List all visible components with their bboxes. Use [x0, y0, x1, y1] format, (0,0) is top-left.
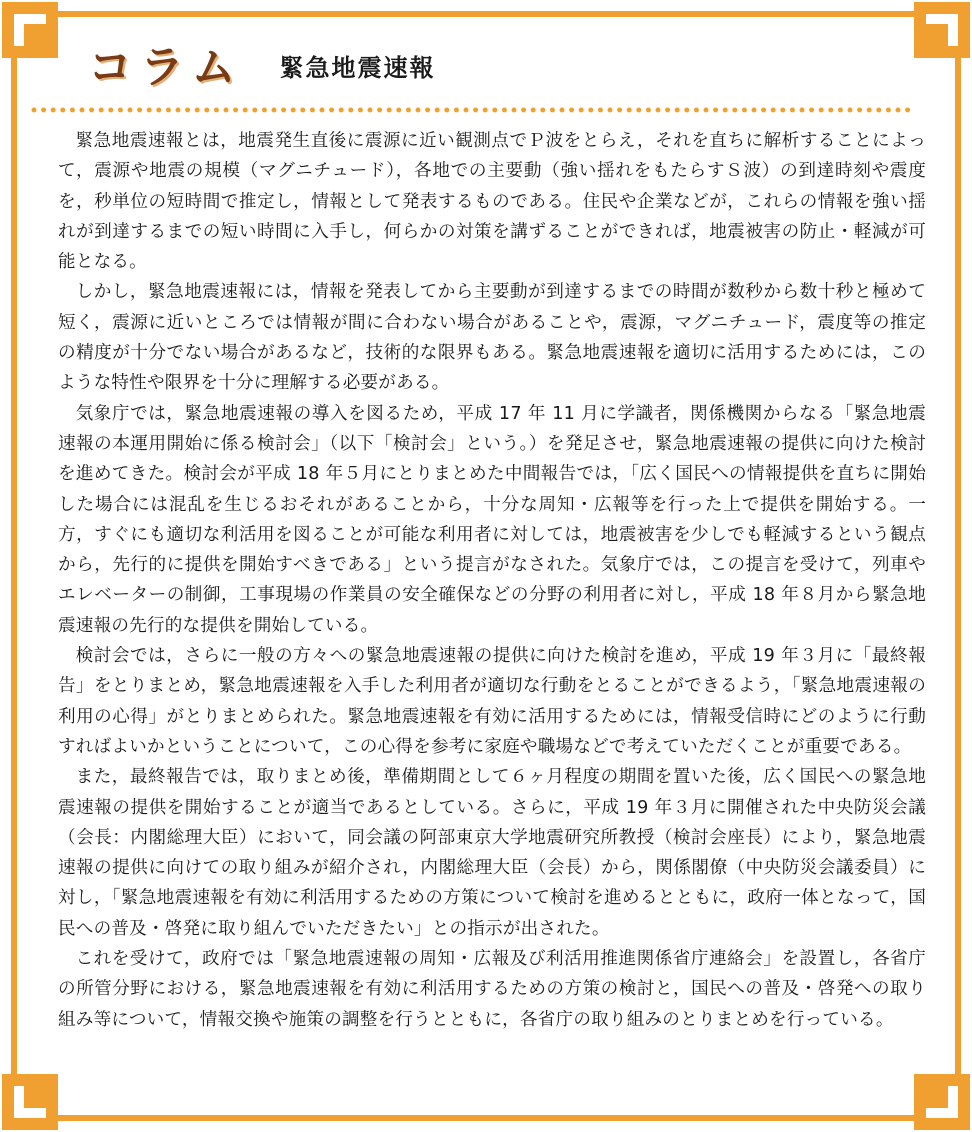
column-body [58, 126, 926, 1035]
corner-ornament-bottom-right [914, 1074, 970, 1130]
paragraph-3: 気象庁では，緊急地震速報の導入を図るため，平成 17 年 11 月に学識者，関係機関からなる「緊急地震速報の本運用開始に係る検討会」（以下「検討会」という。）を発足させ，緊急地震速報の提供に向けた検討を進めてきた。検討会が平成 18 年５月にとりまとめた中間報告では，「広く国民への情報提供を直ちに開始した場合には混乱を生じるおそれがあることから，十分な周知・広報等を行った上で提供を開始する。一方，すぐにも適切な利活用を図ることが可能な利用者に対しては，地震被害を少しでも軽減するという観点から，先行的に提供を開始すべきである」という提言がなされた。気象庁では，この提言を受けて，列車やエレベーターの制御，工事現場の作業員の安全確保などの分野の利用者に対し，平成 18 年８月から緊急地震速報の先行的な提供を開始している。 [58, 403, 926, 636]
corner-ornament-top-right [914, 2, 970, 58]
paragraph-6: これを受けて，政府では「緊急地震速報の周知・広報及び利活用推進関係省庁連絡会」を設置し，各省庁の所管分野における，緊急地震速報を有効に利活用するための方策の検討と，国民への普及・啓発への取り組み等について，情報交換や施策の調整を行うとともに，各省庁の取り組みのとりまとめを行っている。 [58, 949, 926, 1030]
dotted-separator [30, 106, 920, 114]
paragraph-1: 緊急地震速報とは，地震発生直後に震源に近い観測点でＰ波をとらえ，それを直ちに解析することによって，震源や地震の規模（マグニチュード），各地での主要動（強い揺れをもたらすＳ波）の到達時刻や震度を，秒単位の短時間で推定し，情報として発表するものである。住民や企業などが，これらの情報を強い揺れが到達するまでの短い時間に入手し，何らかの対策を講ずることができれば，地震被害の防止・軽減が可能となる。 [58, 131, 926, 273]
column-title: 緊急地震速報 [279, 54, 436, 82]
column-label: コラム [88, 42, 244, 93]
corner-ornament-bottom-left [2, 1074, 58, 1130]
column-header [88, 40, 436, 96]
paragraph-5: また，最終報告では，取りまとめ後，準備期間として６ヶ月程度の期間を置いた後，広く国民への緊急地震速報の提供を開始することが適当であるとしている。さらに，平成 19 年３月に開催された中央防災会議（会長：内閣総理大臣）において，同会議の阿部東京大学地震研究所教授（検討会座長）により，緊急地震速報の提供に向けての取り組みが紹介され，内閣総理大臣（会長）から，関係閣僚（中央防災会議委員）に対し，「緊急地震速報を有効に利活用するための方策について検討を進めるとともに，政府一体となって，国民への普及・啓発に取り組んでいただきたい」との指示が出された。 [58, 767, 926, 939]
paragraph-4: 検討会では，さらに一般の方々への緊急地震速報の提供に向けた検討を進め，平成 19 年３月に「最終報告」をとりまとめ，緊急地震速報を入手した利用者が適切な行動をとることができるよう，「緊急地震速報の利用の心得」がとりまとめられた。緊急地震速報を有効に活用するためには，情報受信時にどのように行動すればよいかということについて，この心得を参考に家庭や職場などで考えていただくことが重要である。 [58, 646, 926, 757]
corner-ornament-top-left [2, 2, 58, 58]
paragraph-2: しかし，緊急地震速報には，情報を発表してから主要動が到達するまでの時間が数秒から数十秒と極めて短く，震源に近いところでは情報が間に合わない場合があることや，震源，マグニチュード，震度等の推定の精度が十分でない場合があるなど，技術的な限界もある。緊急地震速報を適切に活用するためには，このような特性や限界を十分に理解する必要がある。 [58, 282, 926, 394]
